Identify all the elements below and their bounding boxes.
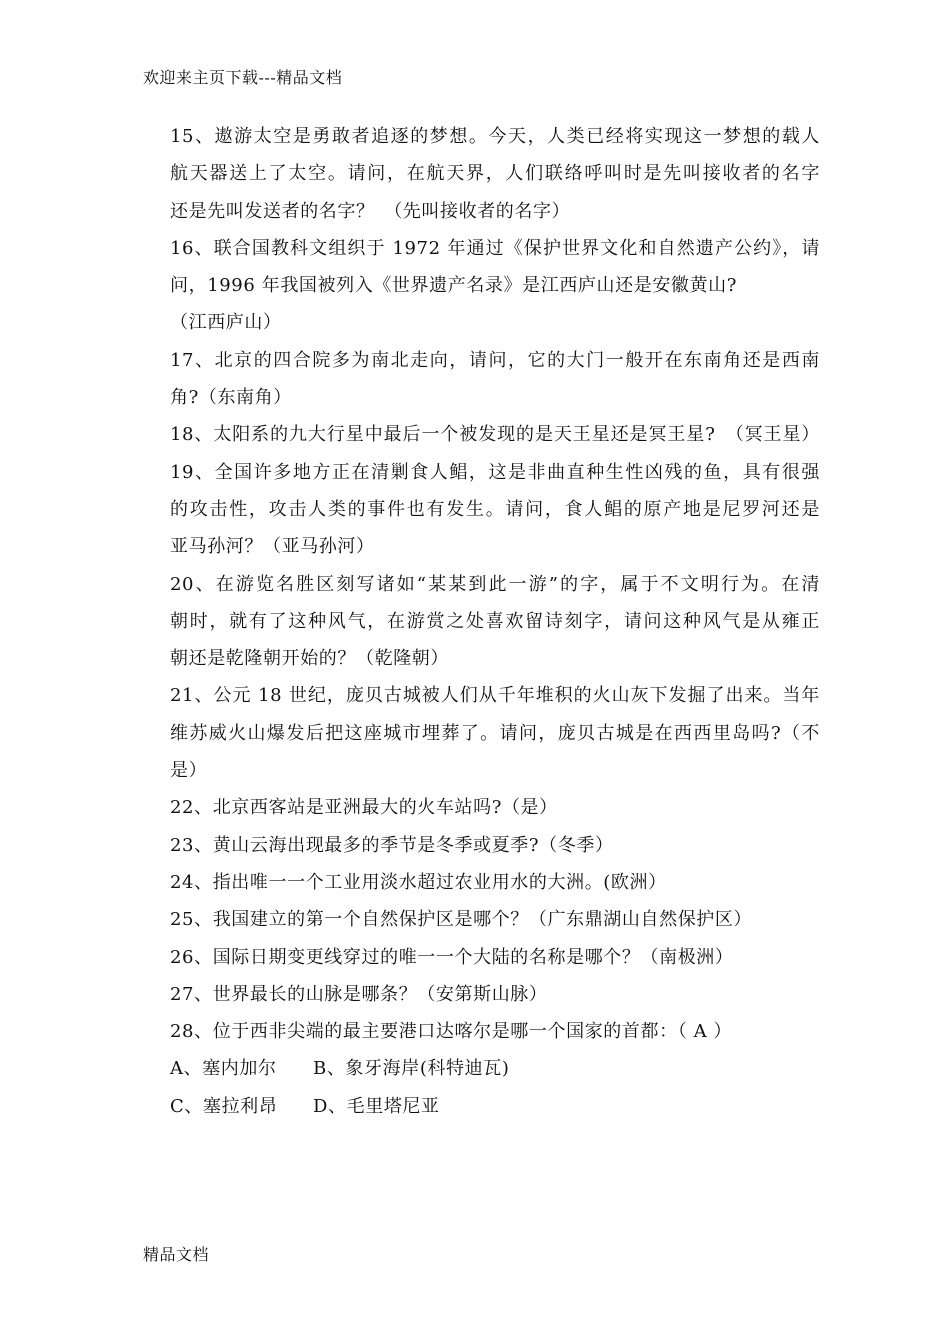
text-line: 18、太阳系的九大行星中最后一个被发现的是天王星还是冥王星? （冥王星） <box>170 424 820 446</box>
text-line: 还是先叫发送者的名字？ （先叫接收者的名字） <box>170 200 571 222</box>
text-line: 亚马孙河？（亚马孙河） <box>170 536 375 558</box>
text-line: 朝时，就有了这种风气，在游赏之处喜欢留诗刻字，请问这种风气是从雍正 <box>170 610 820 632</box>
answer-options-row <box>170 1050 820 1087</box>
answer-option: B、象牙海岸(科特迪瓦) <box>313 1058 510 1080</box>
text-line: 20、在游览名胜区刻写诸如“某某到此一游”的字，属于不文明行为。在清 <box>170 573 820 595</box>
text-line: 问，1996 年我国被列入《世界遗产名录》是江西庐山还是安徽黄山? <box>170 275 737 297</box>
text-line: 27、世界最长的山脉是哪条？（安第斯山脉） <box>170 983 548 1005</box>
text-line: 朝还是乾隆朝开始的？（乾隆朝） <box>170 648 449 670</box>
answer-option: A、塞内加尔 <box>170 1058 277 1080</box>
answer-option: D、毛里塔尼亚 <box>313 1095 440 1117</box>
text-line: 28、位于西非尖端的最主要港口达喀尔是哪一个国家的首都：（ A ） <box>170 1021 733 1043</box>
text-line: 17、北京的四合院多为南北走向，请问，它的大门一般开在东南角还是西南 <box>170 349 820 371</box>
text-line: 维苏威火山爆发后把这座城市埋葬了。请问，庞贝古城是在西西里岛吗?（不 <box>170 722 820 744</box>
text-line: 25、我国建立的第一个自然保护区是哪个？（广东鼎湖山自然保护区） <box>170 909 753 931</box>
text-line: 是） <box>170 760 208 782</box>
text-line: 22、北京西客站是亚洲最大的火车站吗?（是） <box>170 797 558 819</box>
text-line: 23、黄山云海出现最多的季节是冬季或夏季?（冬季） <box>170 834 614 856</box>
text-line: 24、指出唯一一个工业用淡水超过农业用水的大洲。(欧洲） <box>170 871 667 893</box>
document-body <box>170 118 820 1125</box>
answer-option: C、塞拉利昂 <box>170 1095 278 1117</box>
text-line: 角?（东南角） <box>170 387 292 409</box>
answer-options-row <box>170 1088 820 1125</box>
text-line: 26、国际日期变更线穿过的唯一一个大陆的名称是哪个？（南极洲） <box>170 946 734 968</box>
text-line: 航天器送上了太空。请问，在航天界，人们联络呼叫时是先叫接收者的名字 <box>170 163 820 185</box>
text-line: 15、遨游太空是勇敢者追逐的梦想。今天，人类已经将实现这一梦想的载人 <box>170 126 820 147</box>
text-line: 16、联合国教科文组织于 1972 年通过《保护世界文化和自然遗产公约》，请 <box>170 237 820 259</box>
text-line: 的攻击性，攻击人类的事件也有发生。请问，食人鲳的原产地是尼罗河还是 <box>170 498 820 520</box>
text-line: （江西庐山） <box>170 312 282 334</box>
text-line: 21、公元 18 世纪，庞贝古城被人们从千年堆积的火山灰下发掘了出来。当年 <box>170 685 820 707</box>
page-footer: 精品文档 <box>143 1245 210 1264</box>
text-line: 19、全国许多地方正在清剿食人鲳，这是非曲直种生性凶残的鱼，具有很强 <box>170 461 820 483</box>
page-header: 欢迎来主页下载---精品文档 <box>143 68 343 87</box>
